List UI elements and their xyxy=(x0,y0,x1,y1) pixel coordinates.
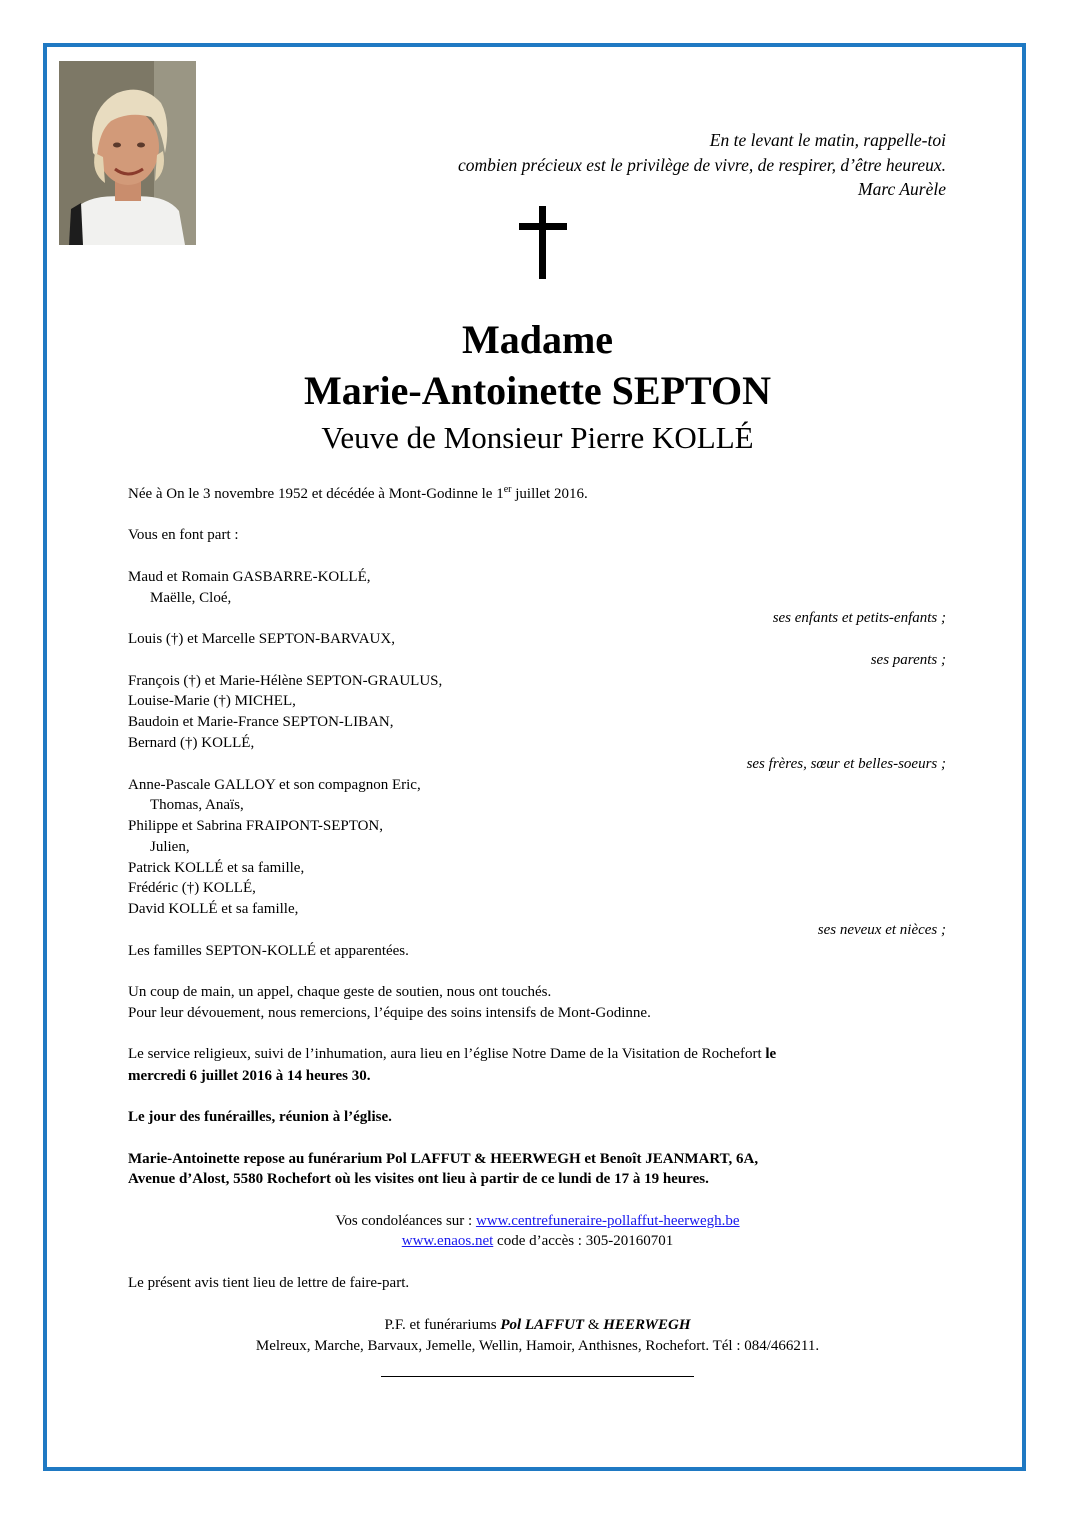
condolences-line xyxy=(0,1211,1075,1232)
salutation-heading: Madame xyxy=(461,317,614,362)
reunion-line: Le jour des funérailles, réunion à l’église. xyxy=(128,1109,392,1125)
footer-brand-1: Pol LAFFUT xyxy=(500,1317,585,1333)
quote-line-1: En te levant le matin, rappelle-toi xyxy=(709,130,946,150)
quote-line-2: combien précieux est le privilège de vivre, de respirer, d’être heureux. xyxy=(457,154,946,175)
cross-horizontal-bar xyxy=(519,223,567,230)
children-label: ses enfants et petits-enfants ; xyxy=(772,610,946,626)
portrait-illustration xyxy=(59,61,196,245)
quote-author: Marc Aurèle xyxy=(858,179,946,199)
service-date-line: mercredi 6 juillet 2016 à 14 heures 30. xyxy=(128,1068,371,1084)
deceased-name-heading: Marie-Antoinette SEPTON xyxy=(304,368,771,413)
nephew-line: David KOLLÉ et sa famille, xyxy=(128,901,299,917)
nephews-label: ses neveux et nièces ; xyxy=(817,922,946,938)
birth-text: Née à On le 3 novembre 1952 et décédée à Mont-Godinne le 1 xyxy=(128,486,504,502)
widow-subtitle: Veuve de Monsieur Pierre KOLLÉ xyxy=(321,420,754,455)
footer-prefix: P.F. et funérariums xyxy=(384,1317,501,1333)
sibling-line: Louise-Marie (†) MICHEL, xyxy=(128,693,296,709)
funeral-center-link[interactable]: www.centrefuneraire-pollaffut-heerwegh.be xyxy=(475,1213,740,1229)
service-text: Le service religieux, suivi de l’inhumation, aura lieu en l’église Notre Dame de la Visitation de Rochefort xyxy=(128,1046,766,1062)
parents-line: Louis (†) et Marcelle SEPTON-BARVAUX, xyxy=(128,631,395,647)
service-bold-le: le xyxy=(765,1046,777,1062)
siblings-label: ses frères, sœur et belles-soeurs ; xyxy=(746,756,946,772)
nephew-line: Philippe et Sabrina FRAIPONT-SEPTON, xyxy=(128,818,384,834)
thanks-line-1: Un coup de main, un appel, chaque geste de soutien, nous ont touchés. xyxy=(128,984,552,1000)
footer-line-2: Melreux, Marche, Barvaux, Jemelle, Wellin, Hamoir, Anthisnes, Rochefort. Tél : 084/466211. xyxy=(255,1338,820,1354)
footer-line-1 xyxy=(0,1315,1075,1336)
service-line-1 xyxy=(128,1044,776,1065)
latin-cross-icon xyxy=(519,206,567,280)
nephew-line: Julien, xyxy=(150,839,190,855)
ordinal-sup: er xyxy=(503,484,512,495)
parents-label: ses parents ; xyxy=(870,652,946,668)
sibling-line: Bernard (†) KOLLÉ, xyxy=(128,735,255,751)
footer-rule xyxy=(381,1376,694,1377)
condolences-prefix: Vos condoléances sur : xyxy=(335,1213,476,1229)
birth-death-line xyxy=(128,484,588,505)
footer-amp: & xyxy=(584,1317,604,1333)
families-line: Les familles SEPTON-KOLLÉ et apparentées. xyxy=(128,943,409,959)
nephew-line: Patrick KOLLÉ et sa famille, xyxy=(128,860,305,876)
intro-line: Vous en font part : xyxy=(128,527,239,543)
grandchildren-line: Maëlle, Cloé, xyxy=(150,590,232,606)
access-code-text: code d’accès : 305-20160701 xyxy=(493,1233,674,1249)
enaos-line xyxy=(0,1231,1075,1252)
nephew-line: Thomas, Anaïs, xyxy=(150,797,244,813)
rest-line-1: Marie-Antoinette repose au funérarium Pol LAFFUT & HEERWEGH et Benoît JEANMART, 6A, xyxy=(128,1151,759,1167)
nephew-line: Anne-Pascale GALLOY et son compagnon Eric, xyxy=(128,777,421,793)
thanks-line-2: Pour leur dévouement, nous remercions, l’équipe des soins intensifs de Mont-Godinne. xyxy=(128,1005,651,1021)
cross-vertical-bar xyxy=(539,206,546,279)
sibling-line: François (†) et Marie-Hélène SEPTON-GRAULUS, xyxy=(128,673,443,689)
nephew-line: Frédéric (†) KOLLÉ, xyxy=(128,880,256,896)
epigraph-quote xyxy=(458,128,946,202)
rest-line-2: Avenue d’Alost, 5580 Rochefort où les visites ont lieu à partir de ce lundi de 17 à 19 heures. xyxy=(128,1171,709,1187)
death-date-text: juillet 2016. xyxy=(511,486,588,502)
footer-brand-2: HEERWEGH xyxy=(603,1317,691,1333)
notice-line: Le présent avis tient lieu de lettre de faire-part. xyxy=(128,1275,410,1291)
enaos-link[interactable]: www.enaos.net xyxy=(401,1233,494,1249)
sibling-line: Baudoin et Marie-France SEPTON-LIBAN, xyxy=(128,714,394,730)
portrait-photo xyxy=(59,61,196,245)
children-line: Maud et Romain GASBARRE-KOLLÉ, xyxy=(128,569,371,585)
